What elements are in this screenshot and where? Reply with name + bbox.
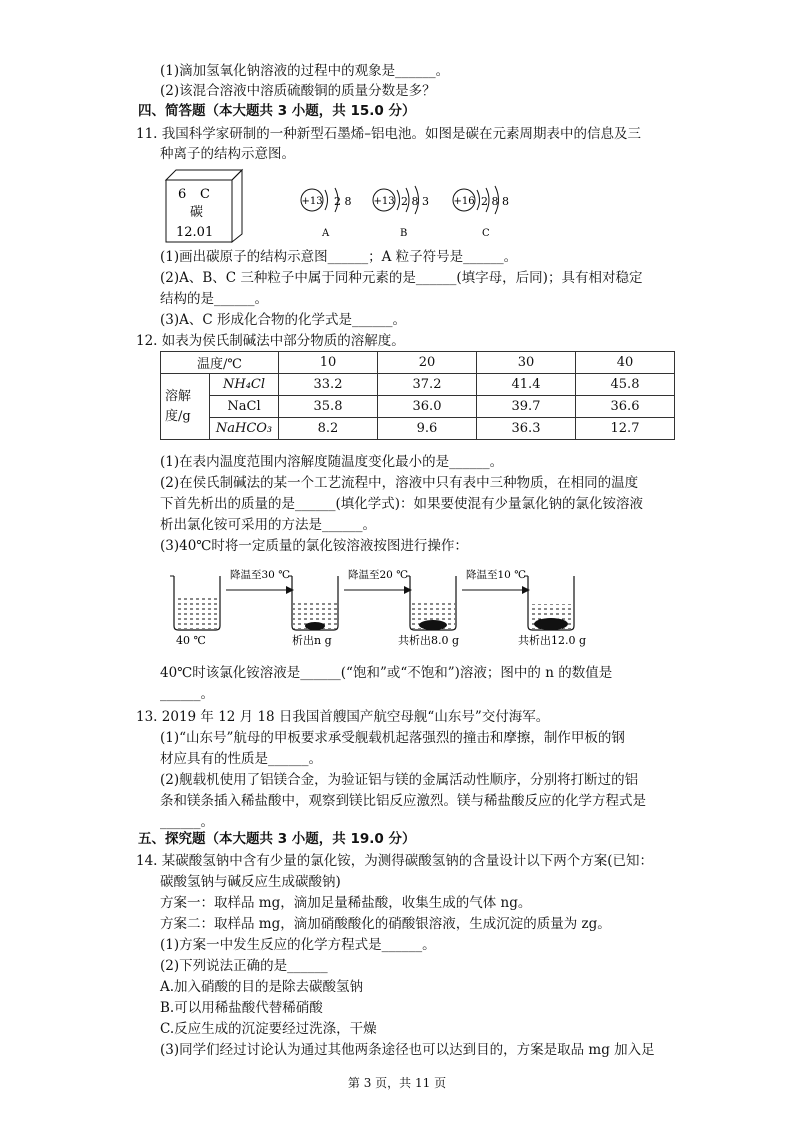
beaker-1 <box>170 576 220 647</box>
q12-stem: 12. 如表为侯氏制碱法中部分物质的溶解度。 <box>136 333 405 349</box>
ion-B-label: B <box>400 228 408 239</box>
q11-part1: (1)画出碳原子的结构示意图______；A 粒子符号是______。 <box>160 249 518 265</box>
ion-C-shells: 2 8 8 <box>481 195 509 208</box>
ion-B-nucleus: +13 <box>373 196 395 207</box>
q12-part1: (1)在表内温度范围内溶解度随温度变化最小的是______。 <box>160 454 504 470</box>
table-cell: 39.7 <box>477 396 576 418</box>
ion-A-label: A <box>322 228 330 239</box>
q10-part1: (1)滴加氢氧化钠溶液的过程中的观象是______。 <box>160 63 450 79</box>
beaker-4-label: 共析出12.0 g <box>518 634 587 647</box>
table-cell: 8.2 <box>279 418 378 440</box>
q11-part2-cont: 结构的是______。 <box>160 291 268 307</box>
element-card <box>166 170 242 242</box>
q13-stem: 13. 2019 年 12 月 18 日我国首艘国产航空母舰“山东号”交付海军。 <box>136 709 550 725</box>
q11-figure <box>160 166 520 244</box>
ion-A-nucleus: +13 <box>301 196 323 207</box>
table-row-name: NaCl <box>210 396 279 418</box>
table-cell: 9.6 <box>378 418 477 440</box>
q14-plan2: 方案二：取样品 mg，滴加硝酸酸化的硝酸银溶液，生成沉淀的质量为 zg。 <box>160 916 611 932</box>
table-cell: 33.2 <box>279 374 378 396</box>
cooling-process-figure <box>160 562 610 648</box>
table-cell: 41.4 <box>477 374 576 396</box>
step-3-label: 降温至10 ℃ <box>466 569 526 581</box>
q11-part2: (2)A、B、C 三种粒子中属于同种元素的是______(填字母，后同)；具有相对稳定 <box>160 270 643 286</box>
ion-C-nucleus: +16 <box>453 196 475 207</box>
table-header-cell: 30 <box>477 352 576 374</box>
solubility-table <box>160 351 675 440</box>
q14-part3: (3)同学们经过讨论认为通过其他两条途径也可以达到目的，方案是取品 mg 加入足 <box>160 1042 655 1058</box>
section-5-heading: 五、探究题（本大题共 3 小题，共 19.0 分） <box>138 831 416 847</box>
q10-part2: (2)该混合溶液中溶质硫酸铜的质量分数是多？ <box>160 83 436 99</box>
arrow-3 <box>462 568 530 594</box>
step-1-label: 降温至30 ℃ <box>230 569 290 581</box>
q13-part2: (2)舰载机使用了铝镁合金，为验证铝与镁的金属活动性顺序，分别将打断过的铝 <box>160 772 639 788</box>
element-mass: 12.01 <box>176 225 214 240</box>
table-header-row <box>161 352 675 374</box>
q11-stem-cont: 种离子的结构示意图。 <box>160 146 295 162</box>
table-cell: 36.3 <box>477 418 576 440</box>
table-header-cell: 10 <box>279 352 378 374</box>
q12-part3: (3)40℃时将一定质量的氯化铵溶液按图进行操作： <box>160 538 468 554</box>
table-cell: 45.8 <box>576 374 675 396</box>
element-name: 碳 <box>190 205 204 220</box>
table-row-name: NaHCO₃ <box>210 418 279 440</box>
q12-part2-cont2: 析出氯化铵可采用的方法是______。 <box>160 517 376 533</box>
table-header-cell: 20 <box>378 352 477 374</box>
q12-part4-cont: ______。 <box>160 686 214 702</box>
table-row-name: NH₄Cl <box>210 374 279 396</box>
q14-option-c: C.反应生成的沉淀要经过洗涤，干燥 <box>160 1021 377 1037</box>
q13-part2-cont2: ______。 <box>160 814 214 830</box>
table-cell: 35.8 <box>279 396 378 418</box>
ion-C-label: C <box>482 228 490 239</box>
ion-A-shells: 2 8 <box>334 195 352 208</box>
beaker-2 <box>288 576 338 647</box>
ion-C <box>453 186 509 239</box>
page-footer: 第 3 页，共 11 页 <box>347 1076 447 1090</box>
ion-B-shells: 2 8 3 <box>401 195 429 208</box>
q14-stem: 14. 某碳酸氢钠中含有少量的氯化铵，为测得碳酸氢钠的含量设计以下两个方案(已知： <box>136 853 654 869</box>
q14-option-a: A.加入硝酸的目的是除去碳酸氢钠 <box>160 979 364 995</box>
q13-part2-cont1: 条和镁条插入稀盐酸中，观察到镁比铝反应激烈。镁与稀盐酸反应的化学方程式是 <box>160 793 646 809</box>
ion-B <box>373 186 429 239</box>
table-cell: 36.0 <box>378 396 477 418</box>
element-number: 6 <box>178 187 187 202</box>
q13-part1-cont: 材应具有的性质是______。 <box>160 751 322 767</box>
q13-part1: (1)“山东号”航母的甲板要求承受舰载机起落强烈的撞击和摩擦，制作甲板的钢 <box>160 730 625 746</box>
ion-A <box>301 188 352 239</box>
q11-stem: 11. 我国科学家研制的一种新型石墨烯–铝电池。如图是碳在元素周期表中的信息及三 <box>136 126 642 142</box>
table-row <box>161 418 675 440</box>
q12-part4: 40℃时该氯化铵溶液是______(“饱和”或“不饱和”)溶液；图中的 n 的数值是 <box>160 665 613 681</box>
element-symbol: C <box>200 187 210 202</box>
beaker-3-label: 共析出8.0 g <box>398 634 460 647</box>
q14-stem-cont: 碳酸氢钠与碱反应生成碳酸钠) <box>160 874 341 890</box>
arrow-1 <box>226 568 294 594</box>
arrow-2 <box>344 568 412 594</box>
beaker-3 <box>398 576 459 647</box>
step-2-label: 降温至20 ℃ <box>348 569 408 581</box>
table-header-cell: 40 <box>576 352 675 374</box>
beaker-2-label: 析出n g <box>292 634 332 647</box>
q14-part2: (2)下列说法正确的是______ <box>160 958 328 974</box>
table-header-cell: 温度/℃ <box>161 352 279 374</box>
q11-part3: (3)A、C 形成化合物的化学式是______。 <box>160 312 406 328</box>
table-cell: 12.7 <box>576 418 675 440</box>
table-row <box>161 374 675 396</box>
q12-part2-cont1: 下首先析出的质量的是______(填化学式)：如果要使混有少量氯化钠的氯化铵溶液 <box>160 496 644 512</box>
q14-part1: (1)方案一中发生反应的化学方程式是______。 <box>160 937 436 953</box>
beaker-1-label: 40 ℃ <box>176 634 206 647</box>
table-cell: 37.2 <box>378 374 477 396</box>
q14-option-b: B.可以用稀盐酸代替稀硝酸 <box>160 1000 323 1016</box>
table-row <box>161 396 675 418</box>
table-side-label: 溶解度/g <box>161 374 210 440</box>
q14-plan1: 方案一：取样品 mg，滴加足量稀盐酸，收集生成的气体 ng。 <box>160 895 532 911</box>
q12-part2: (2)在侯氏制碱法的某一个工艺流程中，溶液中只有表中三种物质，在相同的温度 <box>160 475 639 491</box>
section-4-heading: 四、简答题（本大题共 3 小题，共 15.0 分） <box>138 103 416 119</box>
table-cell: 36.6 <box>576 396 675 418</box>
beaker-4 <box>518 576 586 647</box>
